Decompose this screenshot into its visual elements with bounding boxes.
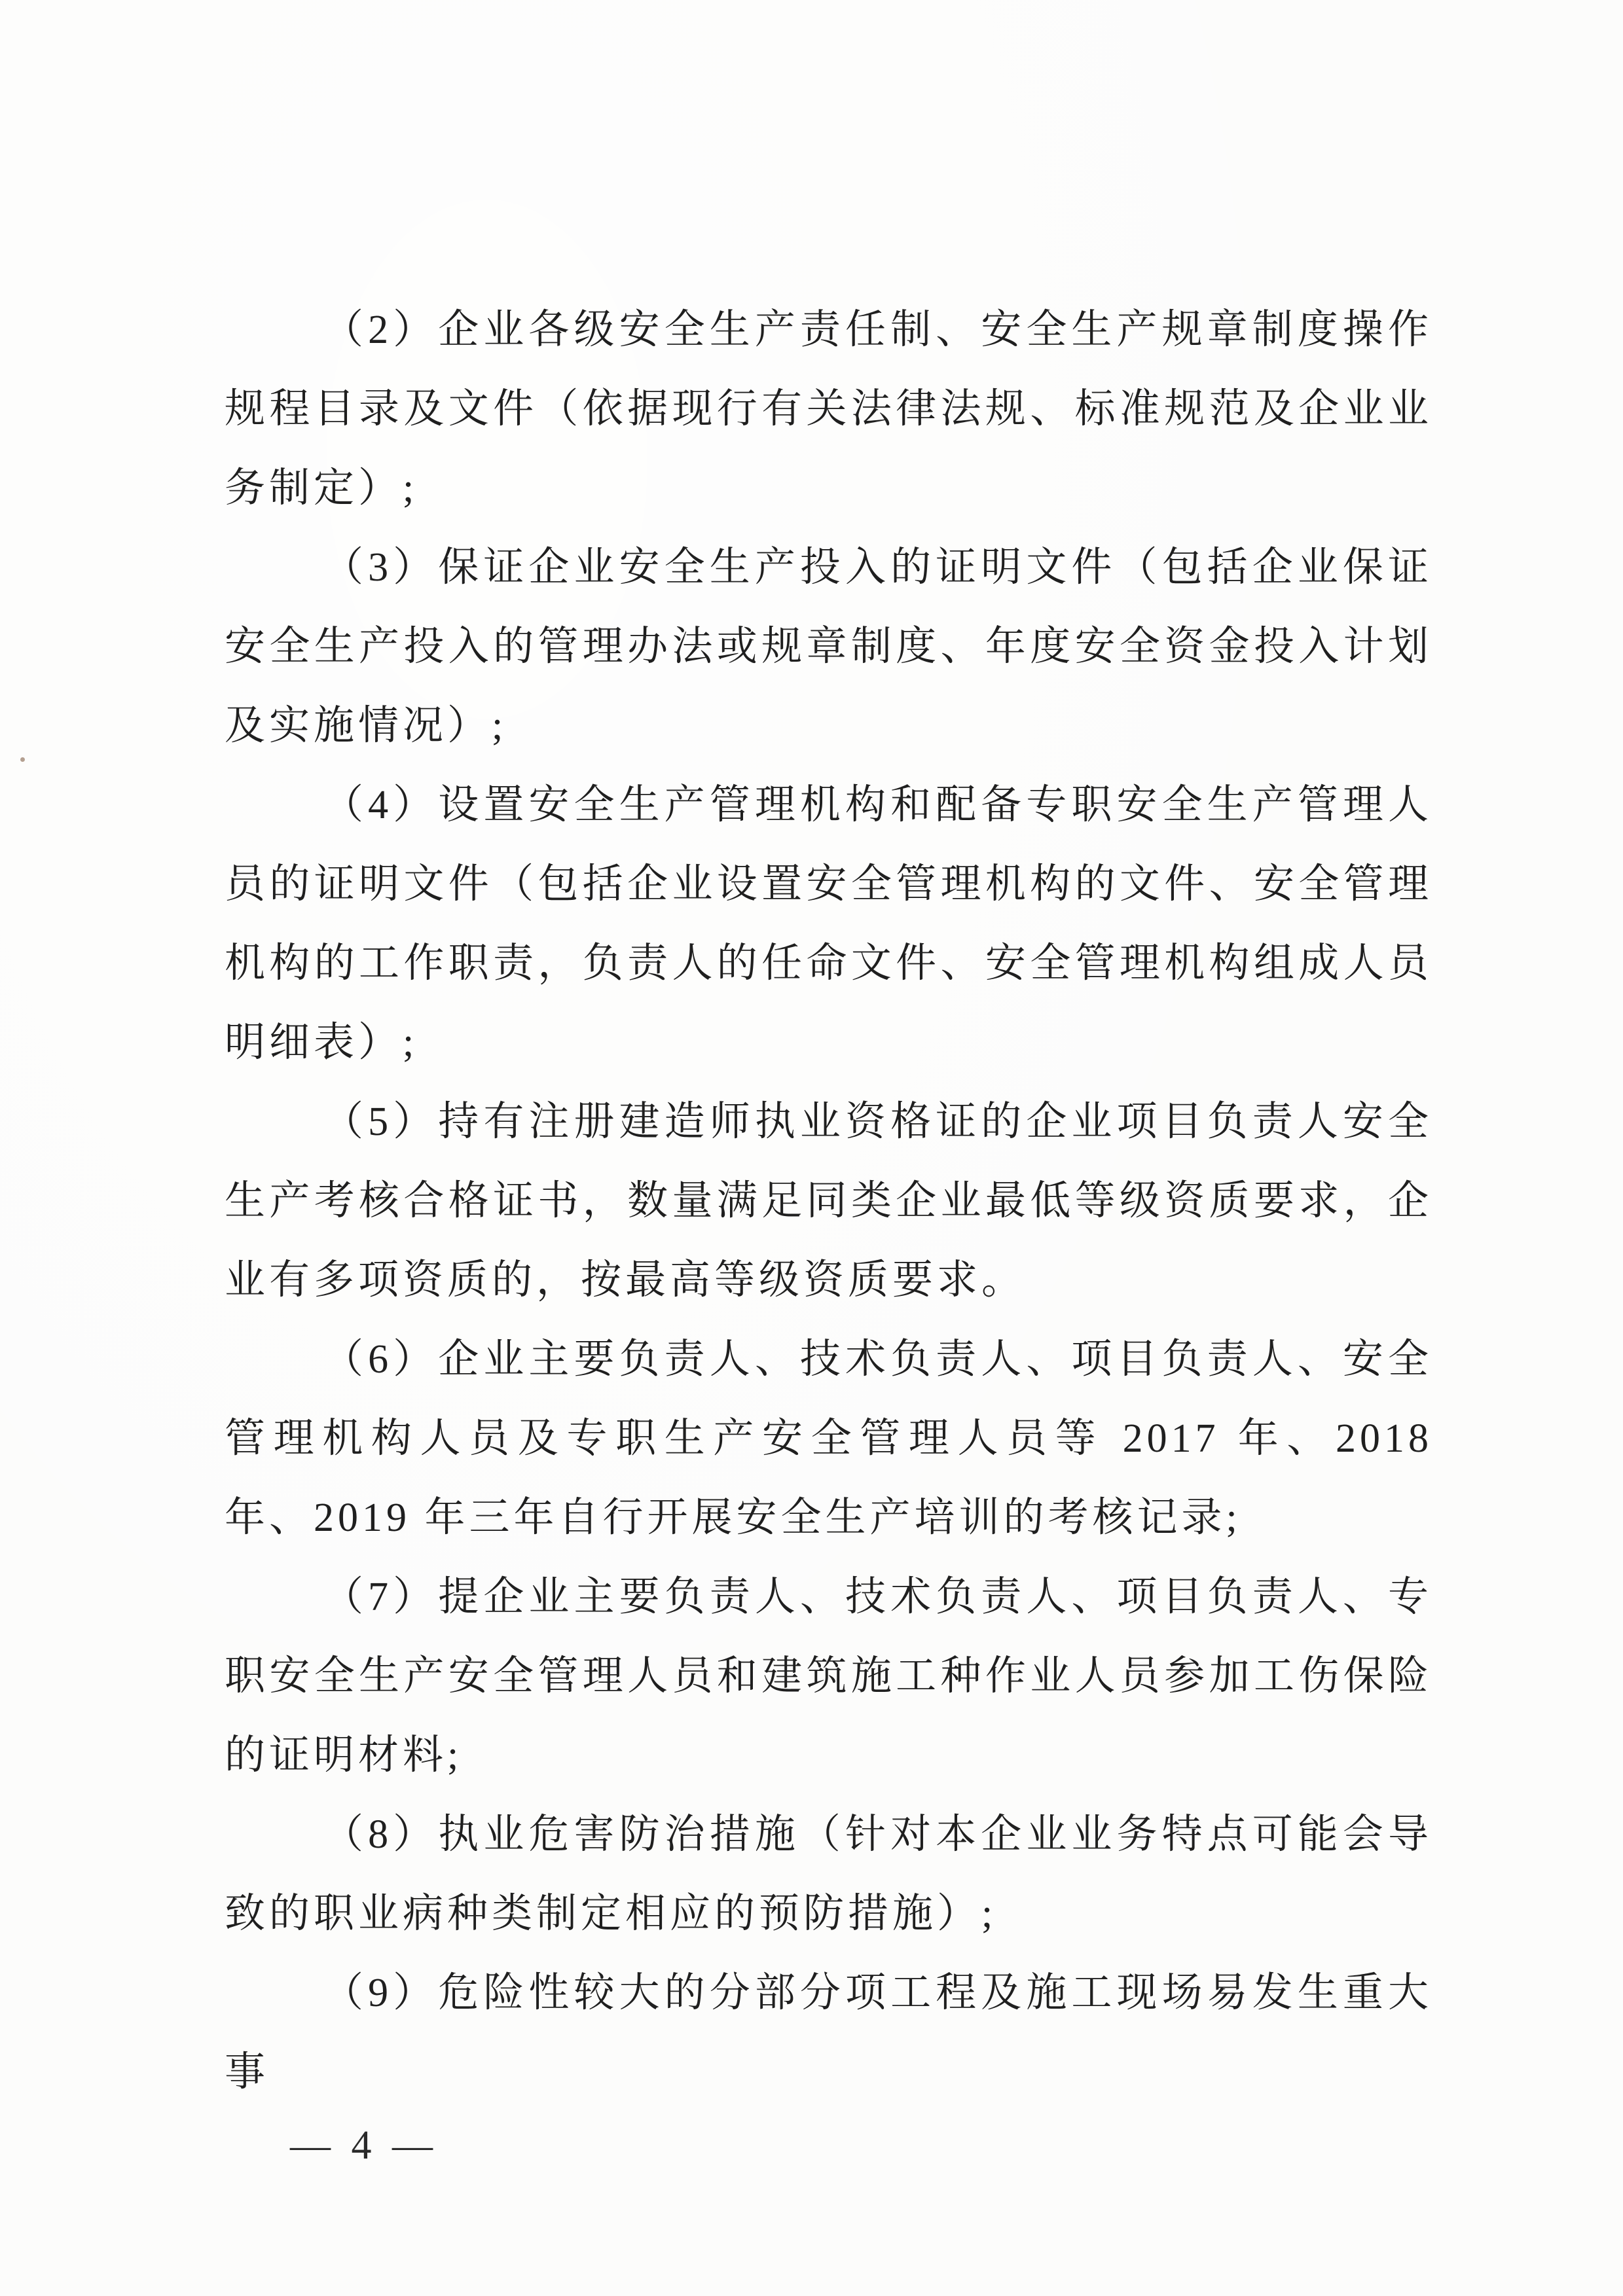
- paragraph-item-6: （6）企业主要负责人、技术负责人、项目负责人、安全管理机构人员及专职生产安全管理人员等 2017 年、2018 年、2019 年三年自行开展安全生产培训的考核记录;: [225, 1337, 1432, 1540]
- paragraph-item-2: （2）企业各级安全生产责任制、安全生产规章制度操作规程目录及文件（依据现行有关法律法规、标准规范及企业业务制定）;: [225, 308, 1432, 511]
- page-number: — 4 —: [290, 2123, 438, 2168]
- scan-artifact-speck: [20, 757, 25, 762]
- paragraph-item-4: （4）设置安全生产管理机构和配备专职安全生产管理人员的证明文件（包括企业设置安全管理机构的文件、安全管理机构的工作职责，负责人的任命文件、安全管理机构组成人员明细表）;: [225, 783, 1432, 1065]
- paragraph-item-7: （7）提企业主要负责人、技术负责人、项目负责人、专职安全生产安全管理人员和建筑施工种作业人员参加工伤保险的证明材料;: [225, 1575, 1432, 1778]
- paragraph-item-8: （8）执业危害防治措施（针对本企业业务特点可能会导致的职业病种类制定相应的预防措施）;: [225, 1812, 1432, 1936]
- paragraph-item-3: （3）保证企业安全生产投入的证明文件（包括企业保证安全生产投入的管理办法或规章制度、年度安全资金投入计划及实施情况）;: [225, 545, 1432, 748]
- paragraph-item-9: （9）危险性较大的分部分项工程及施工现场易发生重大事: [225, 1971, 1432, 2094]
- paragraph-item-5: （5）持有注册建造师执业资格证的企业项目负责人安全生产考核合格证书，数量满足同类企业最低等级资质要求，企业有多项资质的，按最高等级资质要求。: [225, 1100, 1432, 1302]
- document-body: [225, 291, 1432, 2112]
